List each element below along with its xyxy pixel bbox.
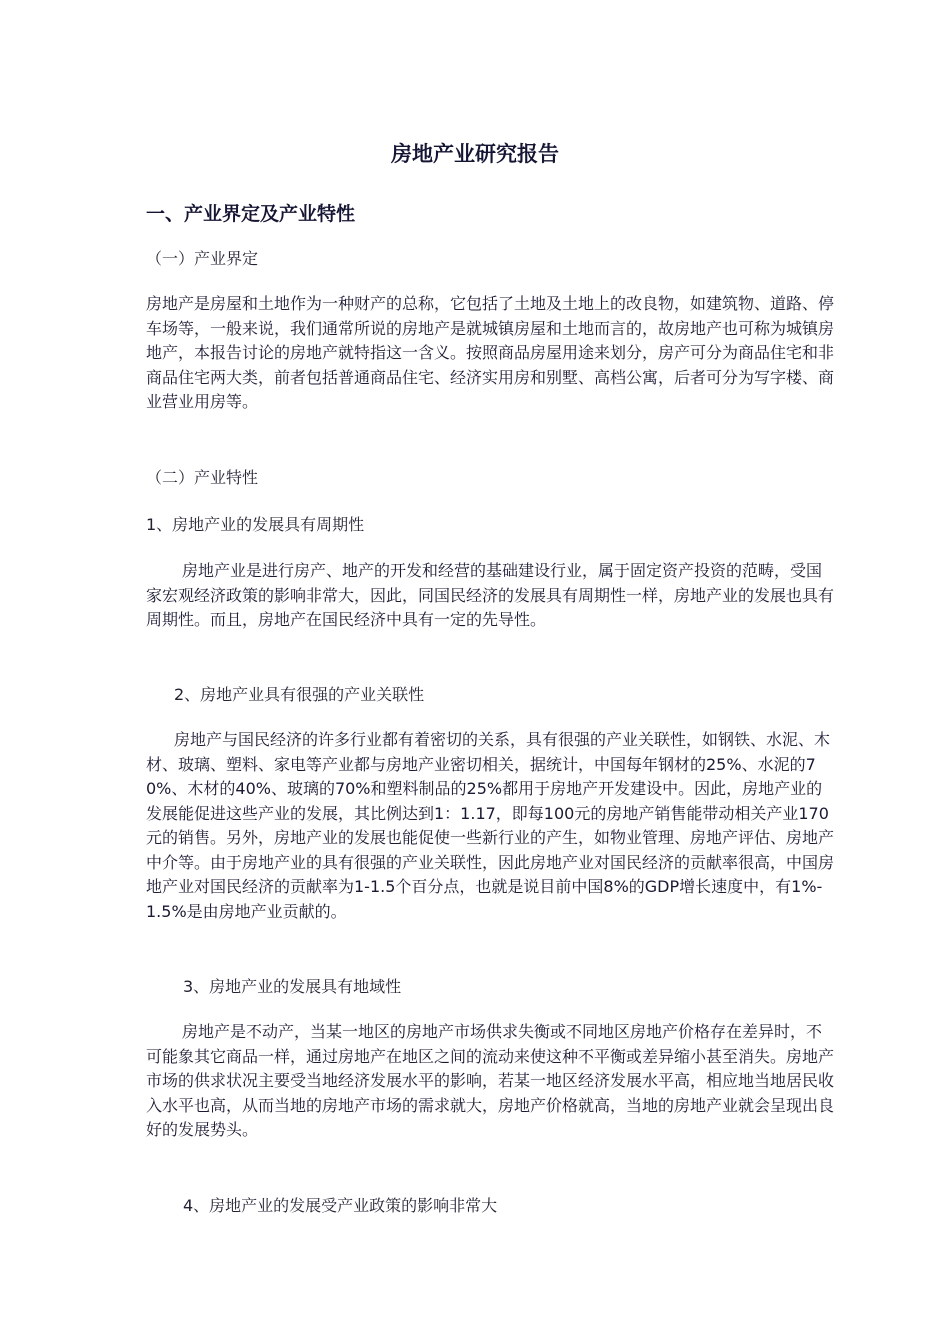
subsection-heading-characteristics: （二）产业特性 [146,468,259,487]
paragraph-item-1: 房地产业是进行房产、地产的开发和经营的基础建设行业，属于固定资产投资的范畴，受国家宏观经济政策的影响非常大，因此，同国民经济的发展具有周期性一样，房地产业的发展也具有周期性。而且，房地产在国民经济中具有一定的先导性。 [146,561,835,629]
section-heading-1: 一、产业界定及产业特性 [146,203,356,225]
paragraph-item-2: 房地产与国民经济的许多行业都有着密切的关系，具有很强的产业关联性，如钢铁、水泥、木材、玻璃、塑料、家电等产业都与房地产业密切相关，据统计，中国每年钢材的25%、水泥的70%、木材的40%、玻璃的70%和塑料制品的25%都用于房地产开发建设中。因此，房地产业的发展能促进这些产业的发展，其比例达到1：1.17，即每100元的房地产销售能带动相关产业170元的销售。另外，房地产业的发展也能促使一些新行业的产生，如物业管理、房地产评估、房地产中介等。由于房地产业的具有很强的产业关联性，因此房地产业对国民经济的贡献率很高，中国房地产业对国民经济的贡献率为1-1.5个百分点，也就是说目前中国8%的GDP增长速度中，有1%-1.5%是由房地产业贡献的。 [146,730,835,921]
item-heading-3: 3、房地产业的发展具有地域性 [183,977,402,996]
item-heading-2: 2、房地产业具有很强的产业关联性 [174,685,425,704]
paragraph-item-3: 房地产是不动产，当某一地区的房地产市场供求失衡或不同地区房地产价格存在差异时，不可能象其它商品一样，通过房地产在地区之间的流动来使这种不平衡或差异缩小甚至消失。房地产市场的供求状况主要受当地经济发展水平的影响，若某一地区经济发展水平高，相应地当地居民收入水平也高，从而当地的房地产市场的需求就大，房地产价格就高，当地的房地产业就会呈现出良好的发展势头。 [146,1022,835,1139]
item-heading-1: 1、房地产业的发展具有周期性 [146,515,365,534]
paragraph-definition: 房地产是房屋和土地作为一种财产的总称，它包括了土地及土地上的改良物，如建筑物、道路、停车场等，一般来说，我们通常所说的房地产是就城镇房屋和土地而言的，故房地产也可称为城镇房地产，本报告讨论的房地产就特指这一含义。按照商品房屋用途来划分，房产可分为商品住宅和非商品住宅两大类，前者包括普通商品住宅、经济实用房和别墅、高档公寓，后者可分为写字楼、商业营业用房等。 [146,294,835,411]
item-heading-4: 4、房地产业的发展受产业政策的影响非常大 [183,1196,498,1215]
subsection-heading-definition: （一）产业界定 [146,249,259,268]
document-title: 房地产业研究报告 [391,141,559,166]
